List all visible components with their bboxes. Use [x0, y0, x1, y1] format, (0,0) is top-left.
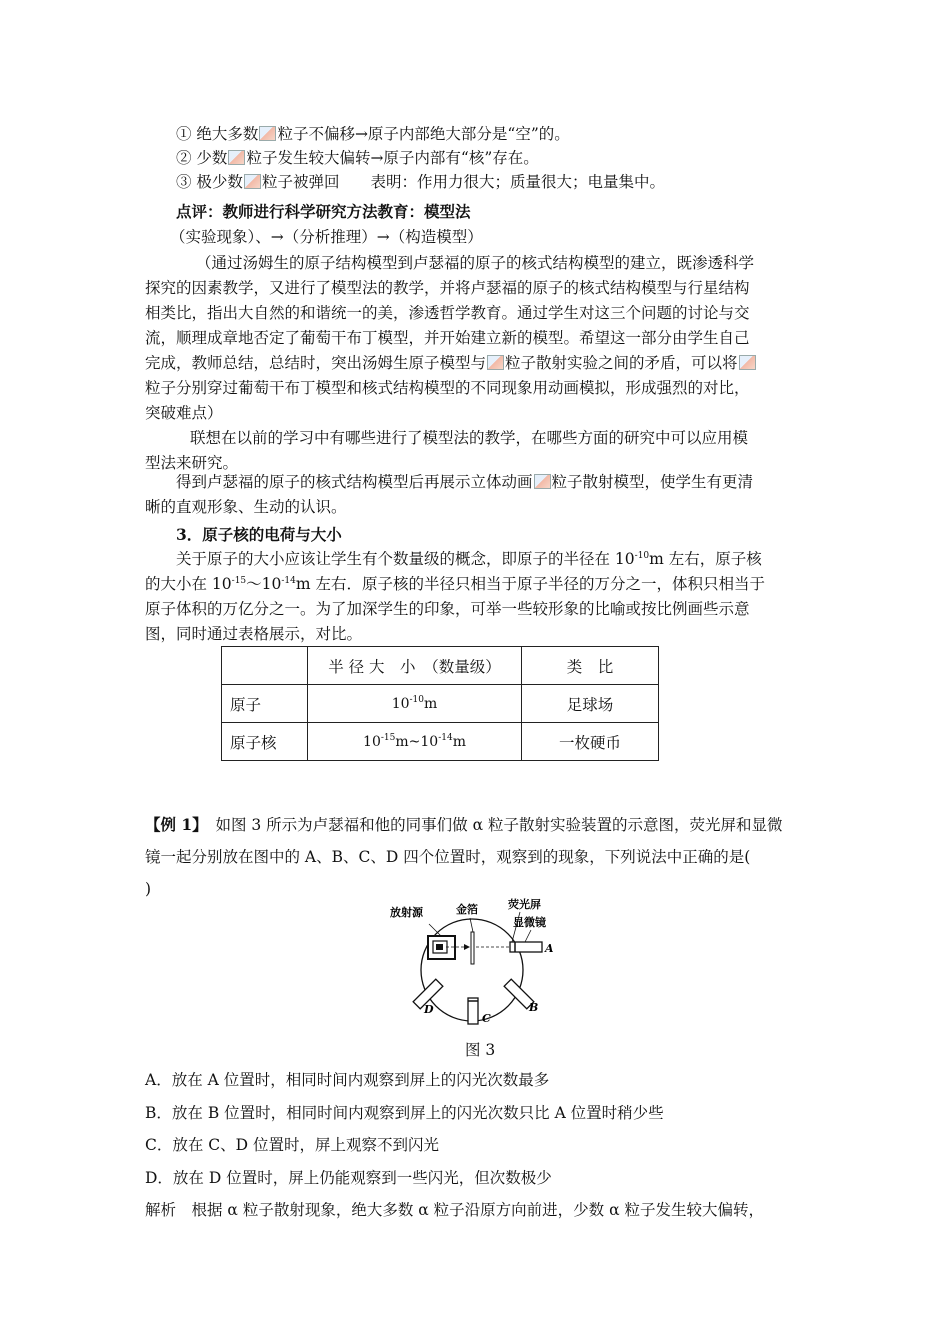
section-heading: 3．原子核的电荷与大小 [176, 525, 342, 544]
alpha-image-placeholder-icon [739, 355, 756, 370]
option-b: B．放在 B 位置时，相同时间内观察到屏上的闪光次数只比 A 位置时稍少些 [145, 1104, 664, 1122]
alpha-image-placeholder-icon [534, 474, 551, 489]
option-c: C．放在 C、D 位置时，屏上观察不到闪光 [145, 1136, 440, 1154]
table-cell [222, 647, 308, 685]
analysis-line: 解析 根据 α 粒子散射现象，绝大多数 α 粒子沿原方向前进，少数 α 粒子发生较大偏转， [145, 1201, 764, 1219]
section-line: 图，同时通过表格展示，对比。 [145, 625, 363, 643]
comment-line: 突破难点） [145, 404, 223, 422]
comment-line: 晰的直观形象、生动的认识。 [145, 498, 347, 516]
alpha-image-placeholder-icon [487, 355, 504, 370]
example-line: 镜一起分别放在图中的 A、B、C、D 四个位置时，观察到的现象，下列说法中正确的是( [145, 848, 751, 866]
beam-arrow-icon [464, 944, 470, 950]
comment-title: 点评：教师进行科学研究方法教育：模型法 [176, 202, 471, 221]
comment-line: 联想在以前的学习中有哪些进行了模型法的教学，在哪些方面的研究中可以应用模 [190, 429, 749, 447]
alpha-image-placeholder-icon [259, 126, 276, 141]
table-header-row [222, 647, 659, 685]
label-b: B [529, 1001, 539, 1014]
section-line: 关于原子的大小应该让学生有个数量级的概念，即原子的半径在 $10^{-10}m$ 左右，原子核 [176, 550, 762, 568]
rutherford-apparatus-figure [388, 898, 568, 1028]
option-d: D．放在 D 位置时，屏上仍能观察到一些闪光，但次数极少 [145, 1169, 552, 1187]
source-core [436, 944, 443, 950]
table-cell: 原子 [222, 685, 308, 723]
comment-line: 得到卢瑟福的原子的核式结构模型后再展示立体动画 粒子散射模型，使学生有更清 [176, 473, 754, 491]
point-2: ② 少数 粒子发生较大偏转→原子内部有“核”存在。 [176, 149, 539, 167]
comment-line: 探究的因素教学，又进行了模型法的教学，并将卢瑟福的原子的核式结构模型与行星结构 [145, 279, 750, 297]
table-cell: 半 径 大 小 （数量级） [308, 647, 522, 685]
figure-caption: 图 3 [465, 1041, 496, 1059]
table-cell: 一枚硬币 [522, 723, 659, 761]
label-microscope: 显微镜 [513, 916, 546, 929]
label-foil: 金箔 [456, 903, 478, 916]
microscope-c [468, 998, 478, 1024]
table-row [222, 685, 659, 723]
section-line: 的大小在 $10^{-15}\sim 10^{-14}m$ 左右．原子核的半径只相当于原子半径的万分之一，体积只相当于 [145, 575, 766, 593]
table-cell: $10^{-10}m$ [308, 685, 522, 723]
label-c: C [482, 1012, 491, 1025]
table-cell: 原子核 [222, 723, 308, 761]
label-source: 放射源 [390, 906, 423, 919]
table-cell: 类 比 [522, 647, 659, 685]
section-line: 原子体积的万亿分之一。为了加深学生的印象，可举一些较形象的比喻或按比例画些示意 [145, 600, 750, 618]
point-1: ① 绝大多数 粒子不偏移→原子内部绝大部分是“空”的。 [176, 125, 570, 143]
comment-line: 完成，教师总结，总结时，突出汤姆生原子模型与 粒子散射实验之间的矛盾，可以将 [145, 353, 757, 373]
comment-flow: （实验现象）、→（分析推理）→（构造模型） [170, 228, 483, 246]
table-cell: 足球场 [522, 685, 659, 723]
example-line: ) [145, 880, 152, 898]
comment-line: （通过汤姆生的原子结构模型到卢瑟福的原子的核式结构模型的建立，既渗透科学 [196, 254, 755, 272]
example-line: 【例 1】 如图 3 所示为卢瑟福和他的同事们做 α 粒子散射实验装置的示意图，荧光屏和显微 [145, 815, 783, 834]
comment-line: 相类比，指出大自然的和谐统一的美，渗透哲学教育。通过学生对这三个问题的讨论与交 [145, 304, 750, 322]
point-3: ③ 极少数 粒子被弹回 表明：作用力很大；质量很大；电量集中。 [176, 173, 665, 191]
comment-line: 流，顺理成章地否定了葡萄干布丁模型，并开始建立新的模型。希望这一部分由学生自己 [145, 329, 750, 347]
comment-line: 型法来研究。 [145, 454, 239, 472]
alpha-image-placeholder-icon [228, 150, 245, 165]
table-row [222, 723, 659, 761]
gold-foil [471, 932, 474, 964]
comment-line: 粒子分别穿过葡萄干布丁模型和核式结构模型的不同现象用动画模拟，形成强烈的对比， [145, 379, 750, 397]
comparison-table [221, 646, 659, 761]
option-a: A．放在 A 位置时，相同时间内观察到屏上的闪光次数最多 [145, 1071, 550, 1089]
label-a: A [545, 942, 554, 955]
alpha-image-placeholder-icon [244, 174, 261, 189]
label-d: D [424, 1003, 434, 1016]
table-cell: $10^{-15}m\sim 10^{-14}m$ [308, 723, 522, 761]
label-screen: 荧光屏 [508, 898, 541, 911]
